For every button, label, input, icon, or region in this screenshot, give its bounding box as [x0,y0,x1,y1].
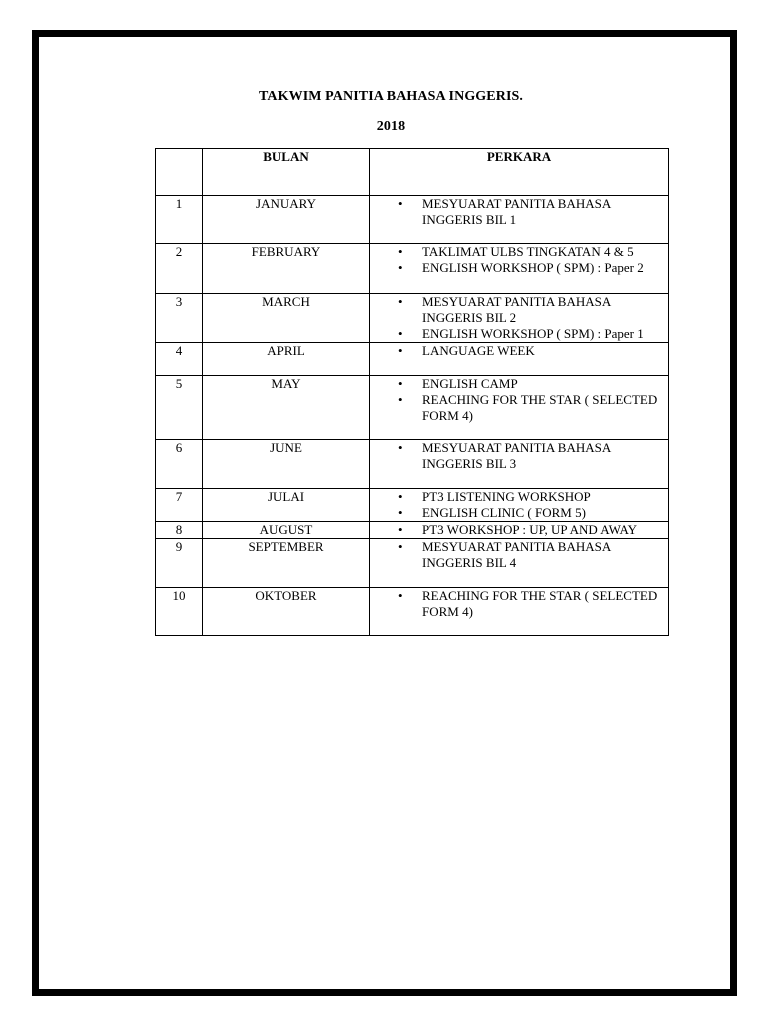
row-month: MARCH [203,294,370,343]
activity-list [370,539,668,571]
activity-item: • PT3 WORKSHOP : UP, UP AND AWAY [370,522,668,538]
document-title: TAKWIM PANITIA BAHASA INGGERIS. [259,89,523,104]
header-bulan: BULAN [203,149,370,196]
table-row [156,539,669,588]
row-number: 4 [156,343,203,376]
activity-item: • PT3 LISTENING WORKSHOP [370,489,668,505]
row-month: OKTOBER [203,588,370,636]
table-header-row [156,149,669,196]
activity-list [370,489,668,521]
row-month: FEBRUARY [203,244,370,294]
activity-item: • ENGLISH CLINIC ( FORM 5) [370,505,668,521]
table-row [156,588,669,636]
row-number: 5 [156,376,203,440]
document-year: 2018 [376,119,406,134]
activity-list [370,343,668,359]
activity-list [370,294,668,342]
table-row [156,376,669,440]
activity-item: • MESYUARAT PANITIA BAHASA INGGERIS BIL 3 [370,440,668,472]
table-row [156,196,669,244]
activity-item: • REACHING FOR THE STAR ( SELECTED FORM 4) [370,392,668,424]
activity-list [370,440,668,472]
activity-item: • ENGLISH CAMP [370,376,668,392]
row-activities [370,489,669,522]
table-row [156,522,669,539]
activity-item: • LANGUAGE WEEK [370,343,668,359]
activity-list [370,522,668,538]
table-row [156,343,669,376]
activity-list [370,244,668,276]
row-month: APRIL [203,343,370,376]
activity-list [370,376,668,424]
activity-item: • REACHING FOR THE STAR ( SELECTED FORM 4) [370,588,668,620]
row-number: 10 [156,588,203,636]
activity-item: • ENGLISH WORKSHOP ( SPM) : Paper 2 [370,260,668,276]
row-month: JUNE [203,440,370,489]
row-activities [370,522,669,539]
row-month: SEPTEMBER [203,539,370,588]
table-row [156,294,669,343]
activity-list [370,588,668,620]
table-row [156,244,669,294]
row-activities [370,588,669,636]
row-month: JULAI [203,489,370,522]
row-number: 7 [156,489,203,522]
row-number: 9 [156,539,203,588]
row-activities [370,440,669,489]
row-number: 3 [156,294,203,343]
row-activities [370,376,669,440]
header-number [156,149,203,196]
row-activities [370,539,669,588]
row-month: AUGUST [203,522,370,539]
activity-item: • MESYUARAT PANITIA BAHASA INGGERIS BIL 4 [370,539,668,571]
activity-item: • TAKLIMAT ULBS TINGKATAN 4 & 5 [370,244,668,260]
activity-item: • ENGLISH WORKSHOP ( SPM) : Paper 1 [370,326,668,342]
row-number: 1 [156,196,203,244]
row-activities [370,294,669,343]
row-number: 6 [156,440,203,489]
row-activities [370,244,669,294]
table-row [156,489,669,522]
activity-item: • MESYUARAT PANITIA BAHASA INGGERIS BIL 2 [370,294,668,326]
row-activities [370,196,669,244]
row-activities [370,343,669,376]
row-number: 2 [156,244,203,294]
activity-list [370,196,668,228]
activity-item: • MESYUARAT PANITIA BAHASA INGGERIS BIL 1 [370,196,668,228]
takwim-table [155,148,669,636]
row-number: 8 [156,522,203,539]
row-month: JANUARY [203,196,370,244]
table-row [156,440,669,489]
row-month: MAY [203,376,370,440]
header-perkara: PERKARA [370,149,669,196]
